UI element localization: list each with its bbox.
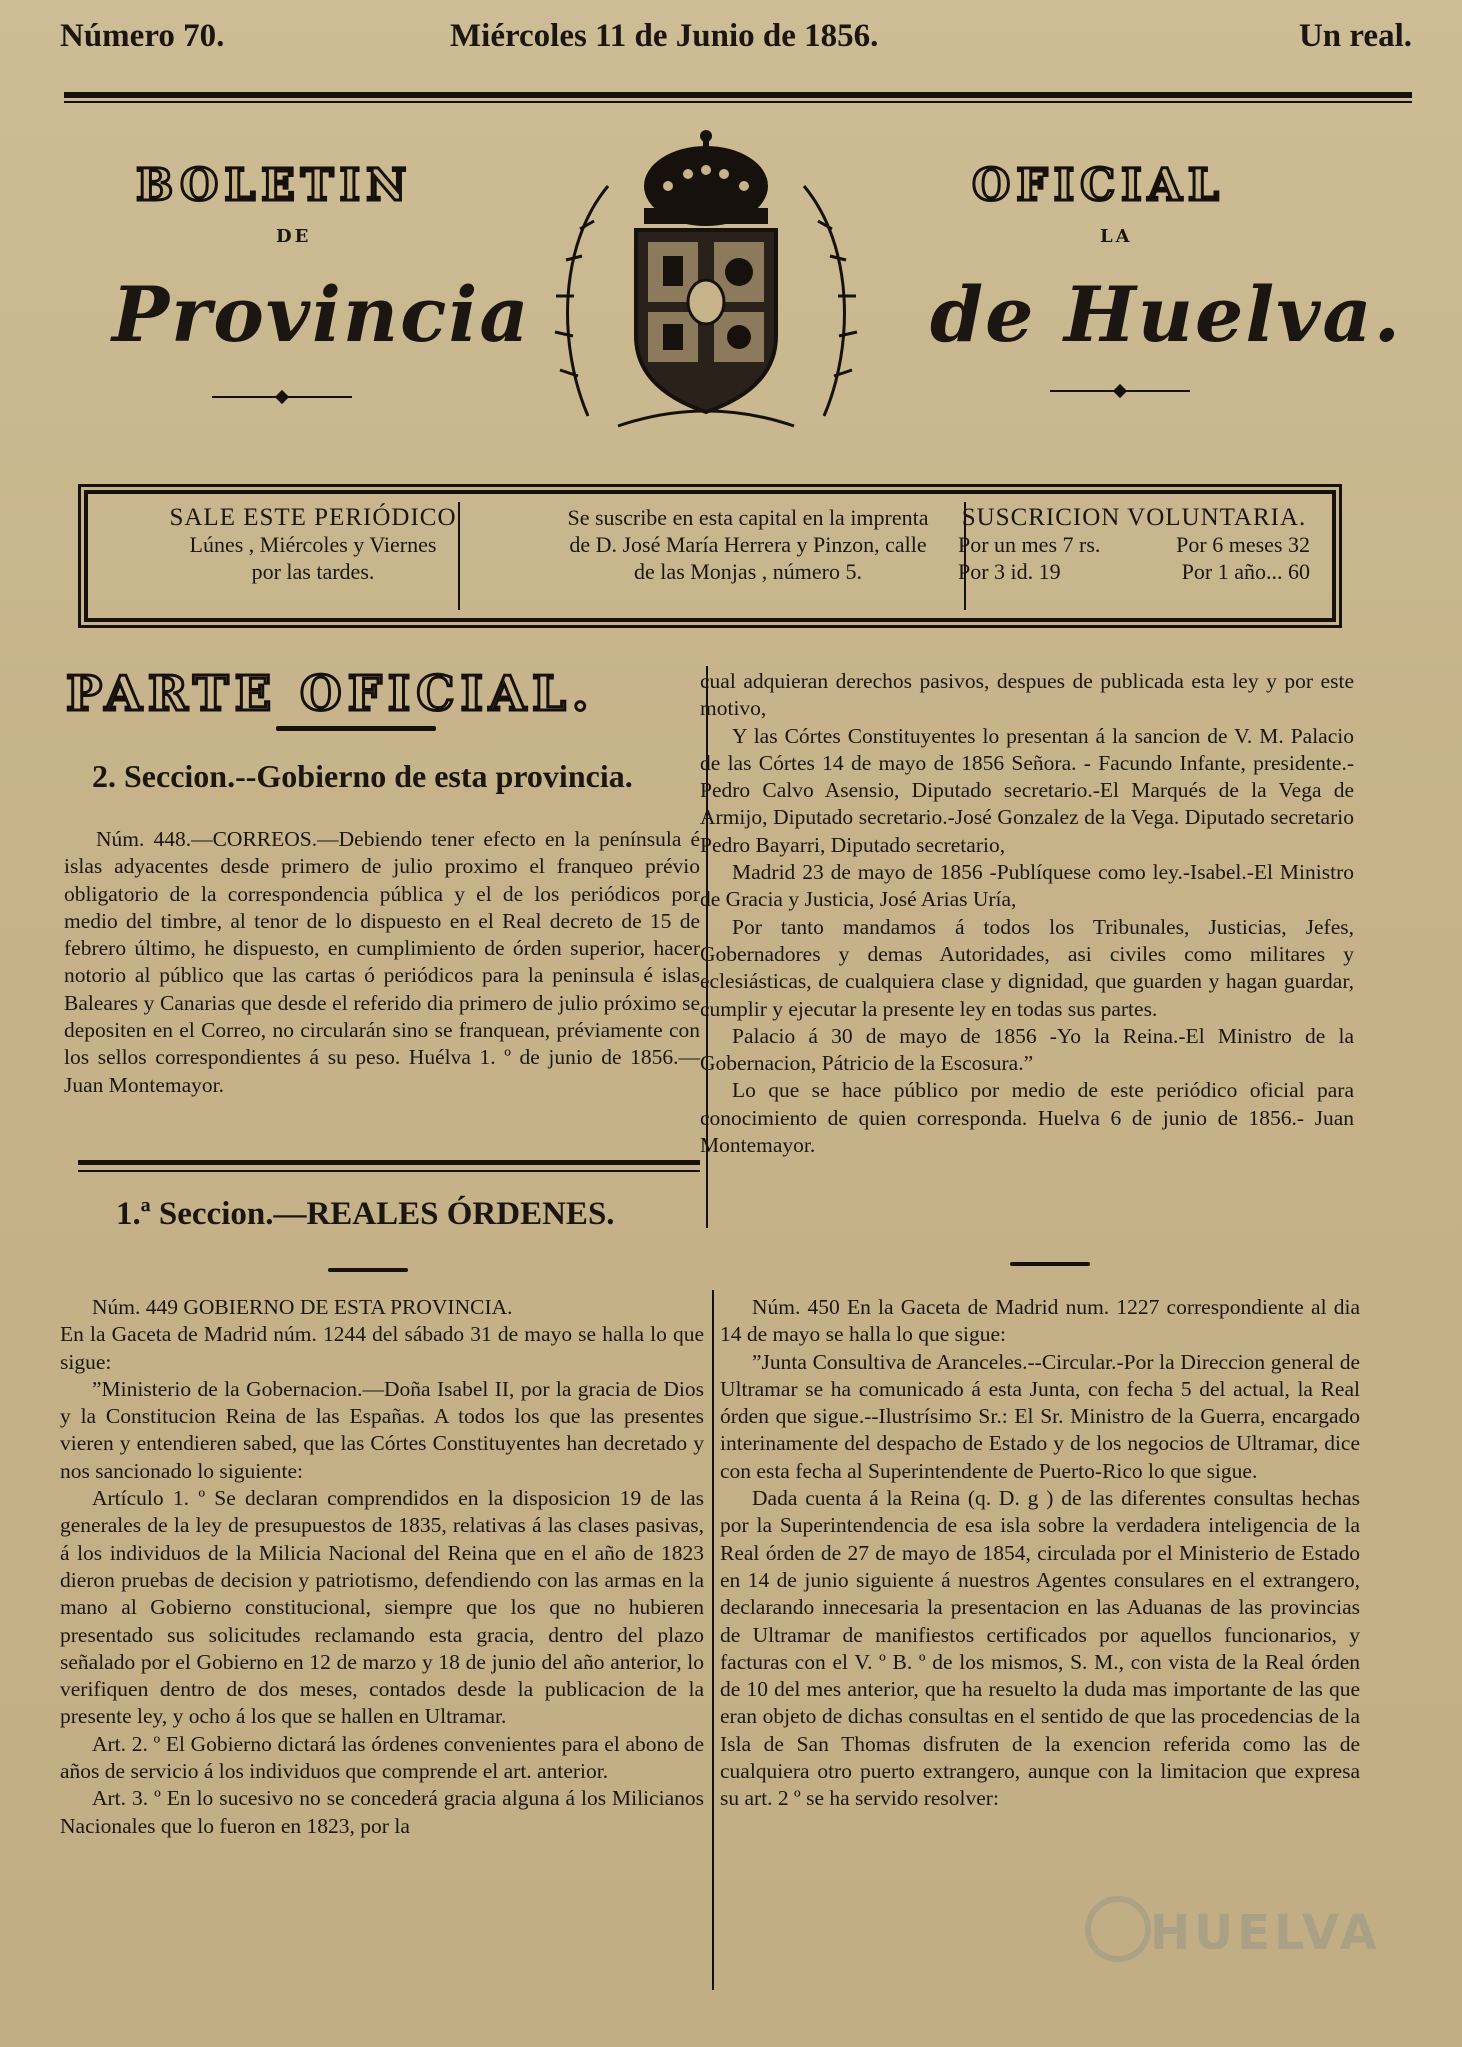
info-middle-line2: de D. José María Herrera y Pinzon, calle — [569, 532, 927, 557]
masthead-boletin: BOLETIN — [136, 160, 413, 211]
price-row-2 — [958, 558, 1310, 585]
lb-p4: Art. 2. º El Gobierno dictará las órdenes convenientes para el abono de años de servicio á los individuos que comprende el art. anterior. — [60, 1731, 704, 1784]
info-middle-line3: de las Monjas , número 5. — [634, 559, 862, 584]
rt-p5: Palacio á 30 de mayo de 1856 -Yo la Reina.-El Ministro de la Gobernacion, Pátricio de la Escosura.” — [700, 1023, 1354, 1076]
masthead-ornament-left — [212, 396, 352, 398]
price-row-1 — [958, 531, 1310, 558]
masthead-oficial: OFICIAL — [972, 160, 1225, 211]
rt-p6: Lo que se hace público por medio de este periódico oficial para conocimiento de quien corresponda. Huelva 6 de junio de 1856.- Juan Montemayor. — [700, 1078, 1354, 1158]
masthead-provincia: Provincia — [112, 270, 531, 359]
rt-p1: cual adquieran derechos pasivos, despues de publicada esta ley y por este motivo, — [700, 669, 1354, 721]
rt-p4: Por tanto mandamos á todos los Tribunales, Justicias, Jefes, Gobernadores y demas Autoridades, asi civiles como militares y eclesiásticas, de cualquiera clase y dignidad, que guarden y hagan guardar, cumplir y ejecutar la presente ley en todas sus partes. — [700, 914, 1354, 1021]
seccion-2-title: 2. Seccion.--Gobierno de esta provincia. — [92, 758, 633, 794]
lb-p1: En la Gaceta de Madrid núm. 1244 del sábado 31 de mayo se halla lo que sigue: — [60, 1322, 704, 1374]
lb-p5: Art. 3. º En lo sucesivo no se concederá gracia alguna á los Milicianos Nacionales que lo fueron en 1823, por la — [60, 1786, 704, 1838]
masthead-de: DE — [276, 226, 312, 247]
lb-p3: Artículo 1. º Se declaran comprendidos en la disposicion 19 de las generales de la ley de presupuestos de 1835, relativas á las clases pasivas, á los individuos de la Milicia Nacional del Reina que en el año de 1823 dieron pruebas de decision y patriotismo, defendiendo con las armas en la mano al Gobierno constitucional, siempre que los que no hubieren presentado sus solicitudes reclamando esta gracia, dentro del plazo señalado por el Gobierno en 12 de marzo y 18 de junio del año anterior, lo verifiquen dentro de dos meses, contados desde la publicacion de la presente ley, y ocho á los que se hallen en Ultramar. — [60, 1486, 704, 1729]
rb-p3: Dada cuenta á la Reina (q. D. g ) de las diferentes consultas hechas por la Superintendencia de esa isla sobre la verdadera inteligencia de la Real órden de 27 de mayo de 1854, circulada por el Ministerio de Estado en 14 de junio siguiente á nuestros Agentes consulares en el extrangero, declarando innecesaria la presentacion en las Aduanas de las provincias de Ultramar de manifiestos certificados por aquellos funcionarios, y facturas con el V. º B. º de los mismos, S. M., con vista de la Real órden de 10 del mes anterior, que ha resuelto la duda mas importante de las que eran objeto de dichas consultas en el sentido de que las procedencias de la Isla de San Thomas disfruten de la exencion referida como las de cualquiera otro puerto extrangero, aunque con la limitacion que expresa su art. 2 º se ha servido resolver: — [720, 1486, 1360, 1811]
right-top-column — [700, 668, 1354, 1159]
parte-oficial-ornament — [276, 726, 436, 731]
issue-price: Un real. — [1298, 18, 1412, 54]
info-middle-line1: Se suscribe en esta capital en la imprenta — [567, 505, 929, 530]
info-divider-1 — [458, 502, 460, 610]
masthead-ornament-right — [1050, 390, 1190, 392]
watermark-text: HUELVA — [1150, 1905, 1381, 1961]
top-line — [60, 18, 1412, 62]
correos-notice: Núm. 448.—CORREOS.—Debiendo tener efecto en la península é islas adyacentes desde primero de julio proximo el franqueo prévio obligatorio de la correspondencia pública y el de los periódicos por medio del timbre, al tenor de lo dispuesto en el Real decreto de 15 de febrero último, he dispuesto, en cumplimiento de órden superior, hacer notorio al público que las cartas ó periódicos para la peninsula é islas Baleares y Canarias que desde el referido dia primero de julio próximo se depositen en el Correo, no circularán sino se franquean, préviamente con los sellos correspondientes á su peso. Huélva 1. º de junio de 1856.—Juan Montemayor. — [64, 827, 700, 1097]
info-publication-days — [98, 504, 528, 585]
price-one-year: Por 1 año... 60 — [1181, 559, 1310, 584]
header-rule-thin — [64, 101, 1412, 103]
price-one-month: Por un mes 7 rs. — [958, 532, 1101, 557]
masthead-de-huelva: de Huelva. — [930, 270, 1403, 359]
info-right-title: SUSCRICION VOLUNTARIA. — [961, 504, 1307, 531]
issue-date: Miércoles 11 de Junio de 1856. — [450, 18, 879, 54]
section-divider-thin — [78, 1170, 700, 1172]
subscription-info-box — [84, 490, 1336, 622]
rb-p1: Núm. 450 En la Gaceta de Madrid num. 1227 correspondiente al dia 14 de mayo se halla lo que sigue: — [720, 1295, 1360, 1347]
rt-p2: Y las Córtes Constituyentes lo presentan á la sancion de V. M. Palacio de las Córtes 14 de mayo de 1856 Señora. - Facundo Infante, presidente.-Pedro Calvo Asensio, Diputado secretario.-El Marqués de la Vega de Armijo, Diputado secretario.-José Gonzalez de la Vega. Diputado secretario Pedro Bayarri, Diputado secretario, — [700, 723, 1354, 857]
seccion-2-body — [64, 826, 700, 1099]
parte-oficial-heading: PARTE OFICIAL. — [66, 666, 595, 722]
section-divider — [78, 1160, 700, 1165]
info-subscription-prices — [958, 504, 1310, 585]
header-rule — [64, 92, 1412, 98]
left-bottom-column — [60, 1294, 704, 1840]
seccion-1-title: 1.ª Seccion.—REALES ÓRDENES. — [116, 1196, 615, 1232]
masthead-la: LA — [1100, 226, 1133, 247]
info-subscription-place — [468, 504, 1028, 585]
info-left-line2: por las tardes. — [251, 559, 375, 584]
price-three-months: Por 3 id. 19 — [958, 559, 1061, 584]
price-six-months: Por 6 meses 32 — [1176, 532, 1310, 557]
rb-p2: ”Junta Consultiva de Aranceles.--Circular.-Por la Direccion general de Ultramar se ha comunicado á esta Junta, con fecha 5 del actual, la Real órden que sigue.--Ilustrísimo Sr.: El Sr. Ministro de la Guerra, encargado interinamente del despacho de Estado y de los negocios de Ultramar, dice con esta fecha al Superintendente de Puerto-Rico lo que sigue. — [720, 1349, 1360, 1483]
watermark-logo-icon — [1085, 1896, 1151, 1962]
issue-number: Número 70. — [60, 18, 225, 54]
rt-p3: Madrid 23 de mayo de 1856 -Publíquese como ley.-Isabel.-El Ministro de Gracia y Justicia, José Arias Uría, — [700, 860, 1354, 912]
column-rule-bottom — [712, 1290, 714, 1990]
info-left-title: SALE ESTE PERIÓDICO — [169, 504, 457, 531]
lb-head: Núm. 449 GOBIERNO DE ESTA PROVINCIA. — [92, 1295, 513, 1319]
info-left-line1: Lúnes , Miércoles y Viernes — [189, 532, 437, 557]
seccion-1-ornament — [328, 1268, 408, 1272]
right-bottom-column — [720, 1294, 1360, 1813]
right-top-ornament — [1010, 1262, 1090, 1266]
lb-p2: ”Ministerio de la Gobernacion.—Doña Isabel II, por la gracia de Dios y la Constitucion Reina de las Españas. A todos los que las presentes vieren y entendieren sabed, que las Córtes Constituyentes han decretado y nos sancionado lo siguiente: — [60, 1376, 704, 1483]
coat-of-arms-emblem — [548, 126, 864, 436]
